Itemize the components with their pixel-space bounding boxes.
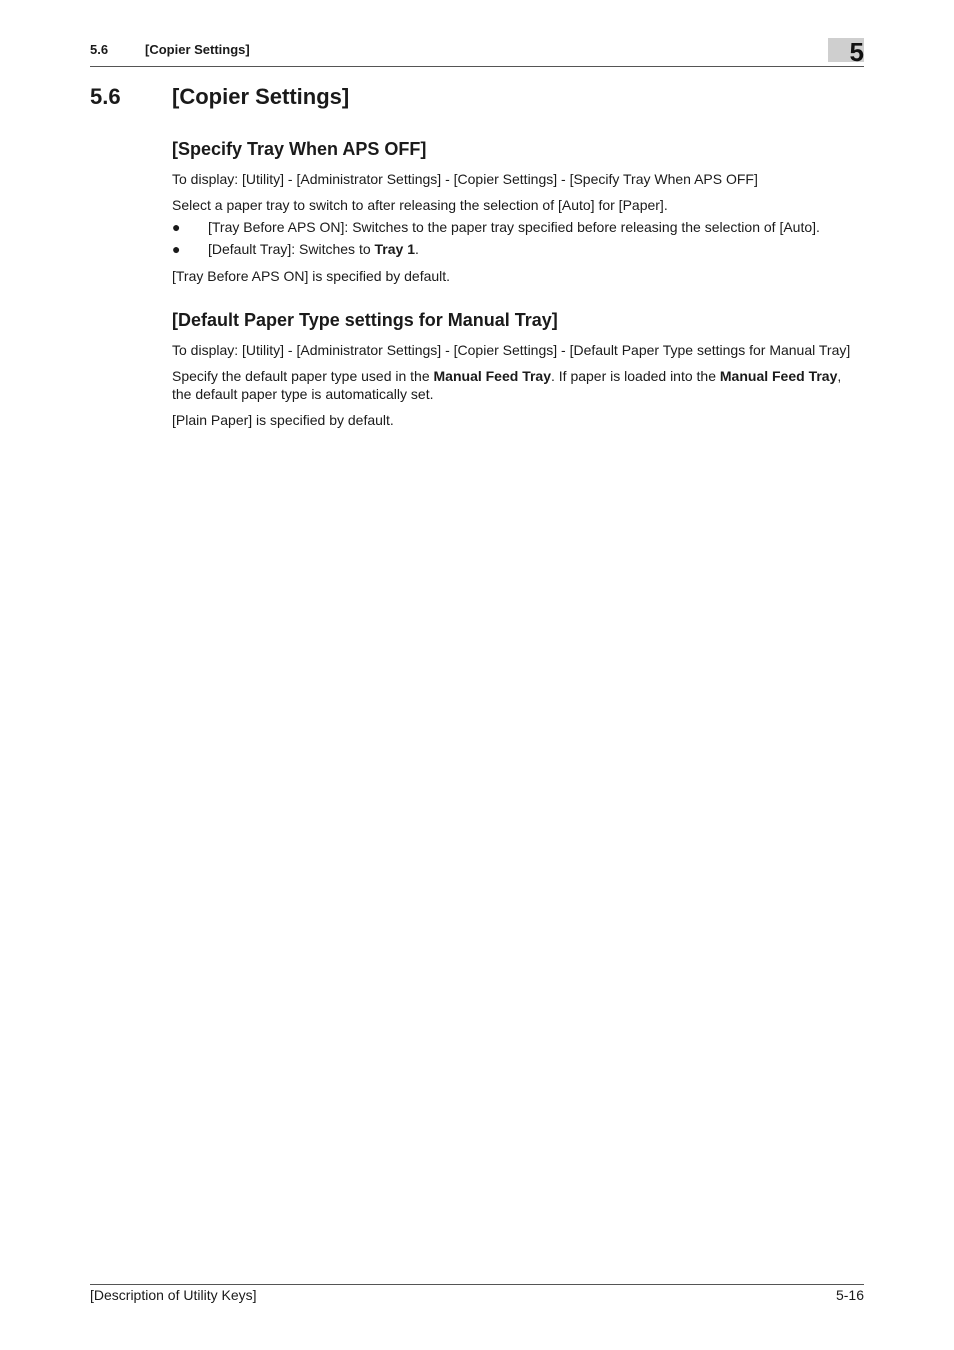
bullet-text-end: . [415,241,419,257]
desc-text: . If paper is loaded into the [551,368,720,384]
desc-bold-manual-feed-tray: Manual Feed Tray [433,368,551,384]
bullet-text: [Default Tray]: Switches to [208,241,375,257]
desc-bold-manual-feed-tray: Manual Feed Tray [719,368,838,384]
bullet-tray-before-aps [172,218,864,236]
specify-tray-heading: [Specify Tray When APS OFF] [172,139,427,159]
footer-page-number: 5-16 [835,1287,864,1303]
default-paper-default-note: [Plain Paper] is specified by default. [172,412,394,428]
desc-text: Specify the default paper type used in the [172,368,434,384]
header-section-title: [Copier Settings] [145,42,250,57]
section-title-text: [Copier Settings] [172,84,350,109]
bullet-default-tray [172,240,864,258]
page-footer [90,1284,864,1303]
chapter-number: 5 [849,37,864,67]
header-section-number: 5.6 [90,42,109,57]
section-number: 5.6 [90,84,121,109]
running-header [90,37,864,67]
default-paper-path: To display: [Utility] - [Administrator Settings] - [Copier Settings] - [Default Paper Type settings for Manual Tray] [172,342,851,358]
specify-tray-default-note: [Tray Before APS ON] is specified by default. [172,268,451,284]
specify-tray-path: To display: [Utility] - [Administrator Settings] - [Copier Settings] - [Specify Tray When APS OFF] [172,171,758,187]
default-paper-heading: [Default Paper Type settings for Manual Tray] [172,310,558,330]
specify-tray-intro: Select a paper tray to switch to after releasing the selection of [Auto] for [Paper]. [172,197,668,213]
footer-chapter-title: [Description of Utility Keys] [90,1287,257,1303]
default-paper-block [172,308,864,429]
default-paper-description [172,367,864,403]
section-title [90,84,349,110]
desc-text: , the default paper type is automatically set. [172,368,842,402]
bullet-text: [Tray Before APS ON]: Switches to the paper tray specified before releasing the selection of [Auto]. [208,219,820,235]
specify-tray-block [172,137,864,285]
bullet-dot: ● [172,219,181,235]
bullet-text-bold: Tray 1 [374,241,415,257]
bullet-dot: ● [172,241,181,257]
